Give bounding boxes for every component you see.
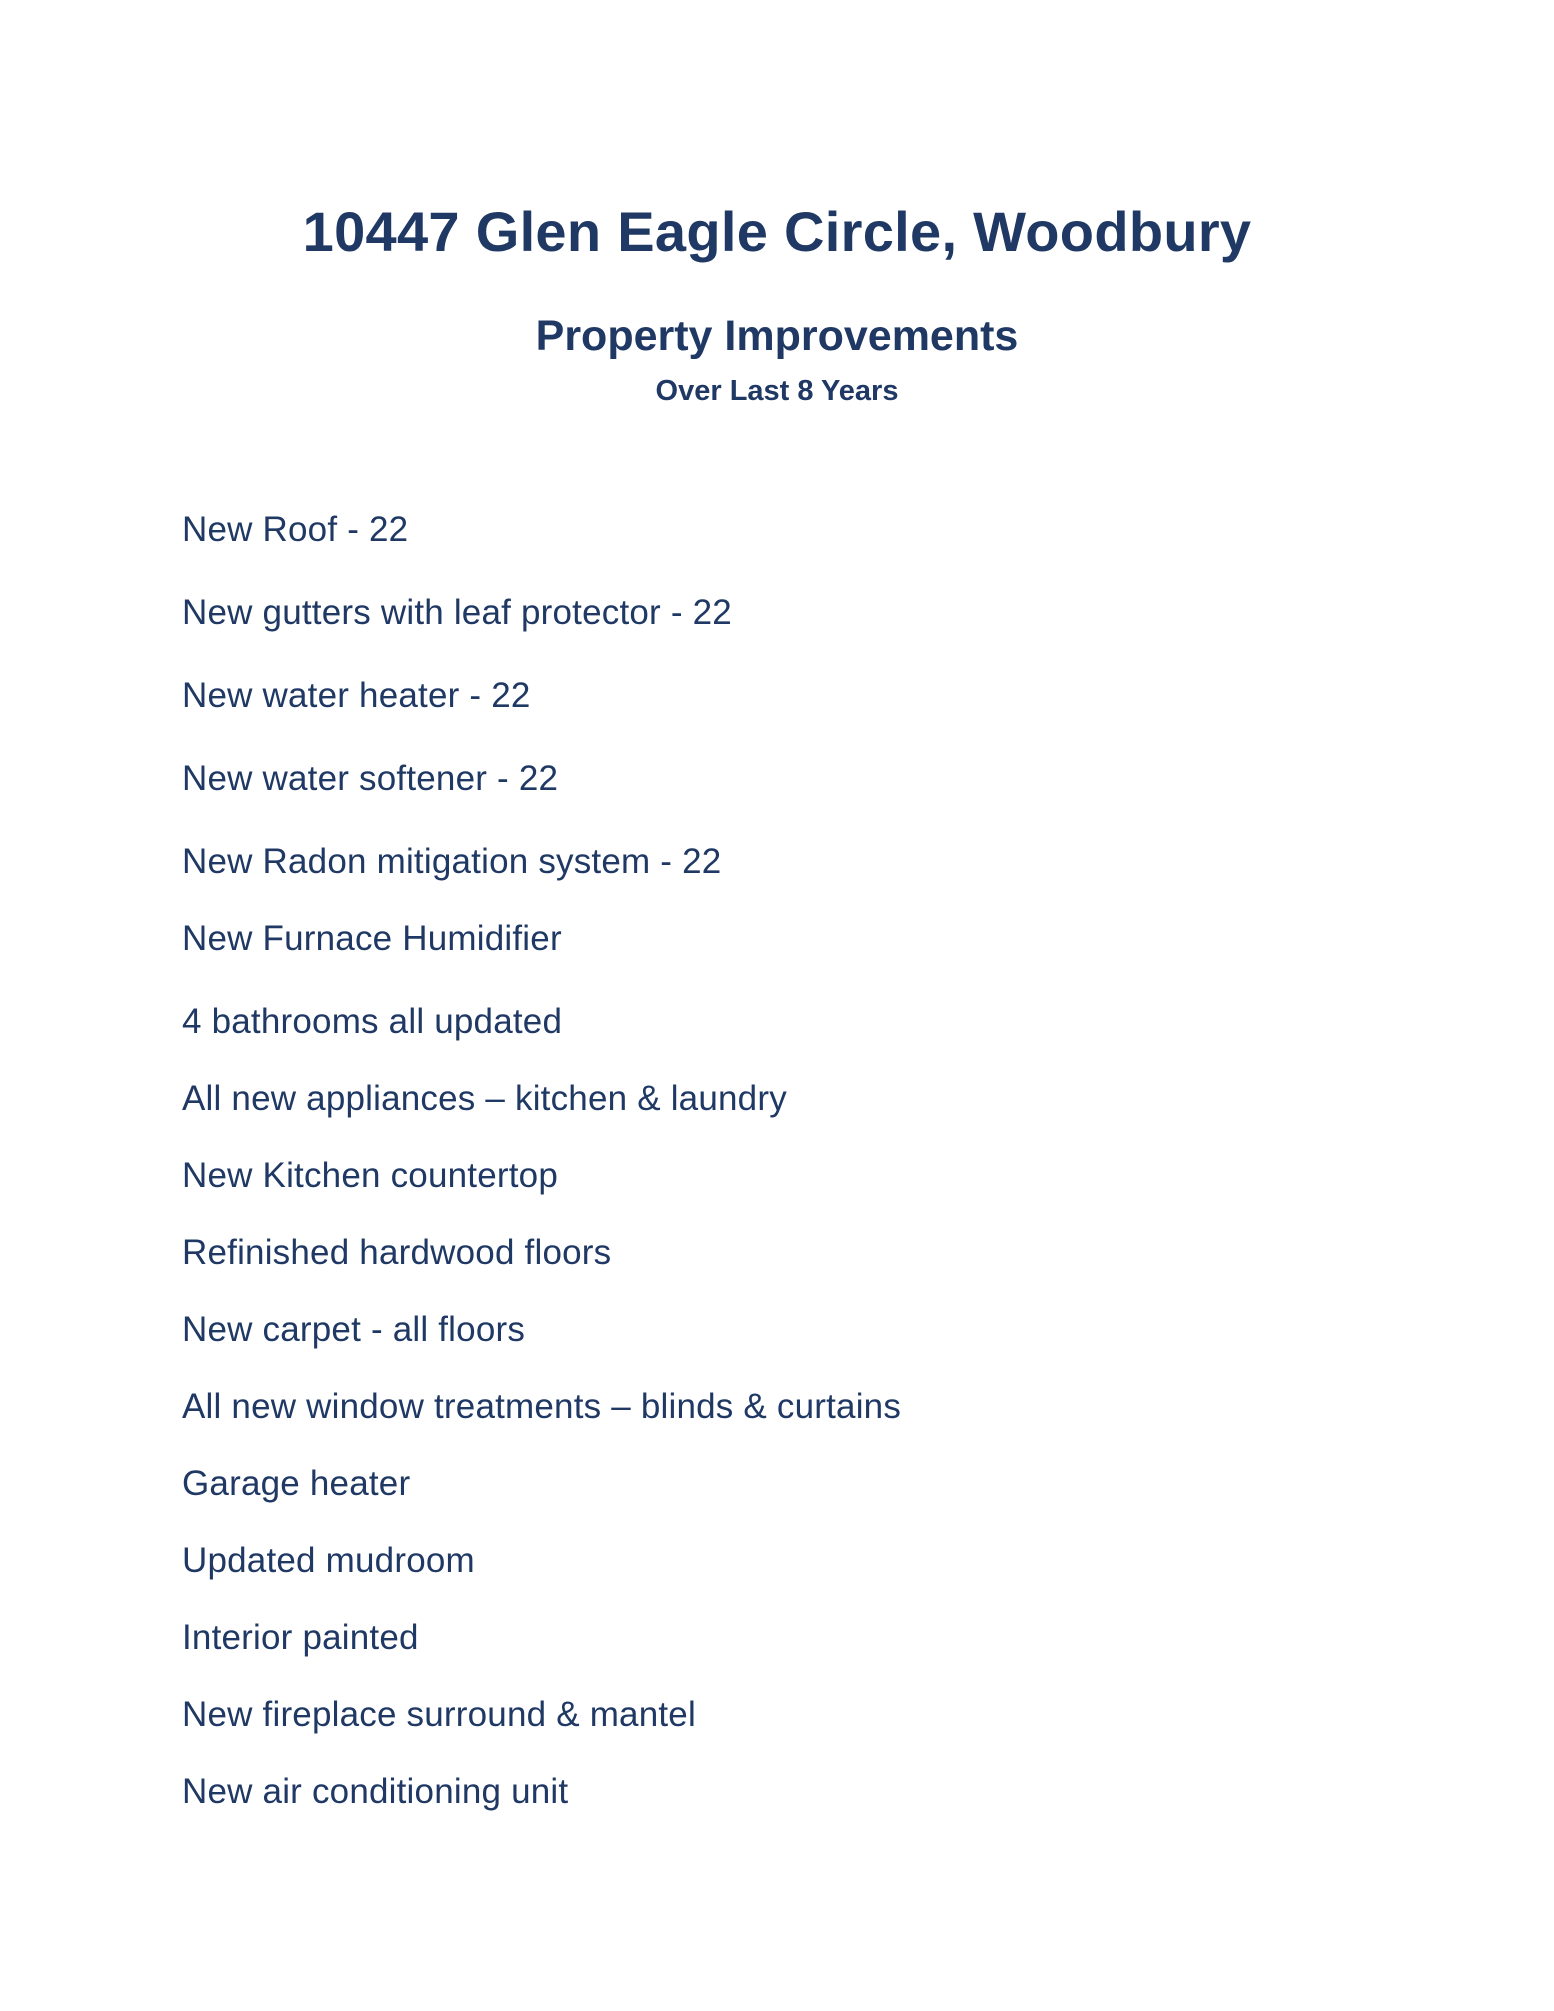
list-item: New Radon mitigation system - 22	[182, 842, 722, 881]
list-item: New carpet - all floors	[182, 1310, 526, 1349]
list-item: All new appliances – kitchen & laundry	[182, 1079, 787, 1118]
list-item: All new window treatments – blinds & curtains	[182, 1387, 902, 1426]
list-item: New Kitchen countertop	[182, 1156, 559, 1195]
page-title: 10447 Glen Eagle Circle, Woodbury	[302, 200, 1252, 263]
list-item: New gutters with leaf protector - 22	[182, 593, 732, 632]
list-item: New Roof - 22	[182, 510, 409, 549]
list-item: Updated mudroom	[182, 1541, 475, 1580]
list-item: Interior painted	[182, 1618, 419, 1657]
list-item: Garage heater	[182, 1464, 411, 1503]
list-item: New water softener - 22	[182, 759, 559, 798]
page-subtitle: Property Improvements	[535, 312, 1019, 360]
list-item: 4 bathrooms all updated	[182, 1002, 563, 1041]
list-item: New Furnace Humidifier	[182, 919, 562, 958]
list-item: New air conditioning unit	[182, 1772, 569, 1811]
list-item: New water heater - 22	[182, 676, 531, 715]
period-caption: Over Last 8 Years	[655, 375, 899, 407]
list-item: Refinished hardwood floors	[182, 1233, 612, 1272]
list-item: New fireplace surround & mantel	[182, 1695, 696, 1734]
